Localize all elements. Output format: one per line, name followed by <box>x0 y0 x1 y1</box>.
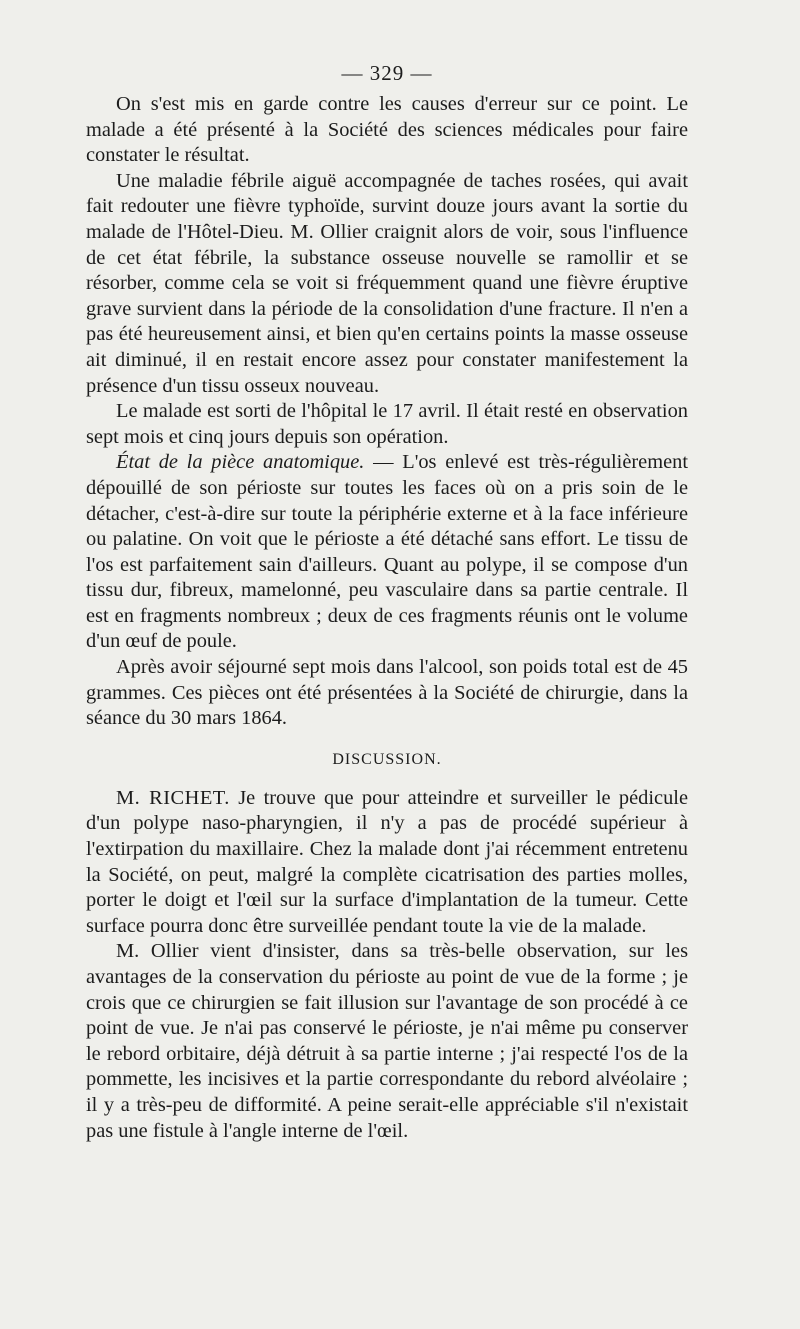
paragraph-result: On s'est mis en garde contre les causes d'erreur sur ce point. Le malade a été présenté à la Société des sciences médicales pour faire constater le résultat. <box>86 93 688 167</box>
paragraph-ollier: M. Ollier vient d'insister, dans sa très-belle observation, sur les avantages de la conservation du périoste au point de vue de la forme ; je crois que ce chirurgien se fait illusion sur l'avantage de son procédé à ce point de vue. Je n'ai pas conservé le périoste, je n'ai même pu conserver le rebord orbitaire, déjà détruit à sa partie interne ; j'ai respecté l'os de la pommette, les incisives et la partie correspondante du rebord alvéolaire ; il y a très-peu de difformité. A peine serait-elle appréciable s'il n'existait pas une fistule à l'angle interne de l'œil. <box>86 940 688 1142</box>
paragraph-weight: Après avoir séjourné sept mois dans l'alcool, son poids total est de 45 grammes. Ces pièces ont été présentées à la Société de chirurgie, dans la séance du 30 mars 1864. <box>86 656 688 730</box>
paragraph-discharge: Le malade est sorti de l'hôpital le 17 avril. Il était resté en observation sept mois et cinq jours depuis son opération. <box>86 400 688 448</box>
paragraph-anatomy <box>86 450 688 655</box>
anatomy-lead: État de la pièce anatomique. <box>116 451 365 474</box>
page-number: — 329 — <box>341 61 433 85</box>
paragraph-richet <box>86 786 688 940</box>
richet-text: Je trouve que pour atteindre et surveiller le pédicule d'un polype naso-pharyngien, il n'y a pas de procédé supérieur à l'extirpation du maxillaire. Chez la malade dont j'ai récemment entretenu la Société, on peut, malgré la complète cicatrisation des parties molles, porter le doigt et l'œil sur la surface d'implantation de la tumeur. Cette surface pourra donc être surveillée pendant toute la vie de la malade. <box>86 786 688 937</box>
discussion-heading: DISCUSSION. <box>332 750 442 768</box>
anatomy-text: — L'os enlevé est très-régulièrement dépouillé de son périoste sur toutes les faces où on a pris soin de le détacher, c'est-à-dire sur toute la périphérie externe et à la face inférieure ou palatine. On voit que le périoste a été détaché sans effort. Le tissu de l'os est parfaitement sain d'ailleurs. Quant au polype, il se compose d'un tissu dur, fibreux, mamelonné, peu vasculaire dans sa partie centrale. Il est en fragments nombreux ; deux de ces fragments réunis ont le volume d'un œuf de poule. <box>86 451 688 653</box>
speaker-name: M. RICHET. <box>116 786 230 809</box>
paragraph-fever: Une maladie fébrile aiguë accompagnée de taches rosées, qui avait fait redouter une fièvre typhoïde, survint douze jours avant la sortie du malade de l'Hôtel-Dieu. M. Ollier craignit alors de voir, sous l'influence de cet état fébrile, la substance osseuse nouvelle se ramollir et se résorber, comme cela se voit si fréquemment quand une fièvre éruptive grave survient dans la période de la consolidation d'une fracture. Il n'en a pas été heureusement ainsi, et bien qu'en certains points la masse osseuse ait diminué, il en restait encore assez pour constater manifestement la présence d'un tissu osseux nouveau. <box>86 169 688 397</box>
